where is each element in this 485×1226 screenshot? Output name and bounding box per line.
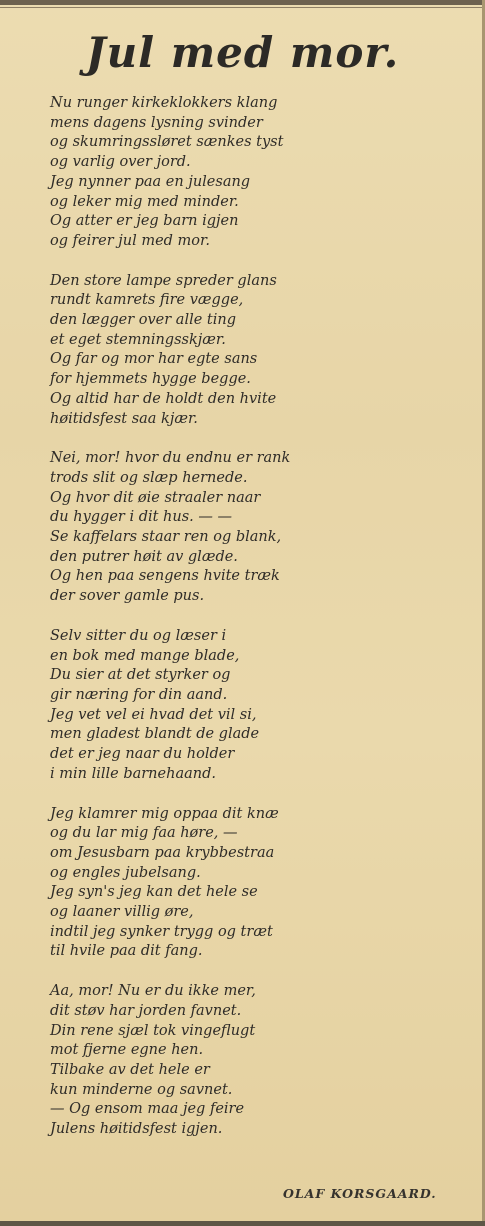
- poem-line: i min lille barnehaand.: [50, 765, 216, 782]
- poem-line: Og hen paa sengens hvite træk: [50, 568, 280, 585]
- poem-line: rundt kamrets fire vægge,: [50, 292, 244, 309]
- poem-line: den lægger over alle ting: [50, 312, 237, 329]
- poem-line: men gladest blandt de glade: [50, 726, 260, 743]
- poem-line: Se kaffelars staar ren og blank,: [50, 529, 282, 546]
- poem-line: Du sier at det styrker og: [50, 667, 231, 684]
- poem-line: der sover gamle pus.: [50, 588, 205, 605]
- stanza-3: [50, 449, 350, 607]
- poem-line: og varlig over jord.: [50, 154, 191, 171]
- poem-line: — Og ensom maa jeg feire: [50, 1101, 245, 1118]
- poem-line: gir næring for din aand.: [50, 686, 228, 703]
- top-rule-thin: [0, 7, 485, 8]
- stanza-1: [50, 94, 350, 252]
- poem-line: Og far og mor har egte sans: [50, 351, 258, 368]
- poem-line: dit støv har jorden favnet.: [50, 1002, 242, 1019]
- stanza-4: [50, 627, 350, 785]
- poem-body: [50, 94, 350, 1160]
- poem-title: Jul med mor.: [85, 28, 400, 77]
- poem-line: og laaner villig øre,: [50, 904, 194, 921]
- stanza-5: [50, 805, 350, 963]
- poem-line: Nu runger kirkeklokkers klang: [50, 95, 278, 111]
- poem-line: Selv sitter du og læser i: [50, 627, 227, 644]
- top-rule: [0, 0, 485, 5]
- poem-line: Jeg vet vel ei hvad det vil si,: [50, 706, 257, 723]
- poem-line: Din rene sjæl tok vingeflugt: [50, 1022, 256, 1039]
- poem-line: Julens høitidsfest igjen.: [50, 1121, 223, 1138]
- poem-line: til hvile paa dit fang.: [50, 943, 203, 960]
- poem-line: og feirer jul med mor.: [50, 232, 210, 249]
- poem-line: Og altid har de holdt den hvite: [50, 390, 277, 407]
- poem-line: den putrer høit av glæde.: [50, 548, 238, 565]
- poem-line: høitidsfest saa kjær.: [50, 410, 198, 427]
- poem-line: Den store lampe spreder glans: [50, 272, 277, 289]
- poem-line: indtil jeg synker trygg og træt: [50, 923, 273, 940]
- poem-line: og leker mig med minder.: [50, 193, 239, 210]
- poem-line: Og hvor dit øie straaler naar: [50, 489, 261, 506]
- poem-line: for hjemmets hygge begge.: [50, 371, 251, 388]
- stanza-6: [50, 982, 350, 1140]
- poem-line: om Jesusbarn paa krybbestraa: [50, 844, 275, 861]
- poem-line: Jeg syn's jeg kan det hele se: [50, 884, 258, 901]
- poem-line: en bok med mange blade,: [50, 647, 240, 664]
- poem-line: Og atter er jeg barn igjen: [50, 213, 239, 230]
- poem-line: mens dagens lysning svinder: [50, 114, 263, 131]
- author-signature: OLAF KORSGAARD.: [283, 1186, 437, 1201]
- poem-line: og skumringssløret sænkes tyst: [50, 134, 284, 151]
- poem-line: Jeg nynner paa en julesang: [50, 173, 251, 190]
- poem-line: og du lar mig faa høre, —: [50, 825, 238, 842]
- poem-line: Aa, mor! Nu er du ikke mer,: [50, 983, 256, 1000]
- stanza-2: [50, 272, 350, 430]
- poem-line: kun minderne og savnet.: [50, 1081, 233, 1098]
- poem-line: det er jeg naar du holder: [50, 746, 235, 763]
- poem-line: Jeg klamrer mig oppaa dit knæ: [50, 805, 279, 822]
- poem-line: trods slit og slæp hernede.: [50, 469, 248, 486]
- poem-line: mot fjerne egne hen.: [50, 1042, 204, 1059]
- poem-line: et eget stemningsskjær.: [50, 331, 226, 348]
- poem-line: og engles jubelsang.: [50, 864, 201, 881]
- poem-line: Nei, mor! hvor du endnu er rank: [50, 450, 291, 467]
- poem-line: Tilbake av det hele er: [50, 1061, 210, 1078]
- bottom-rule: [0, 1221, 485, 1226]
- poem-line: du hygger i dit hus. — —: [50, 509, 232, 526]
